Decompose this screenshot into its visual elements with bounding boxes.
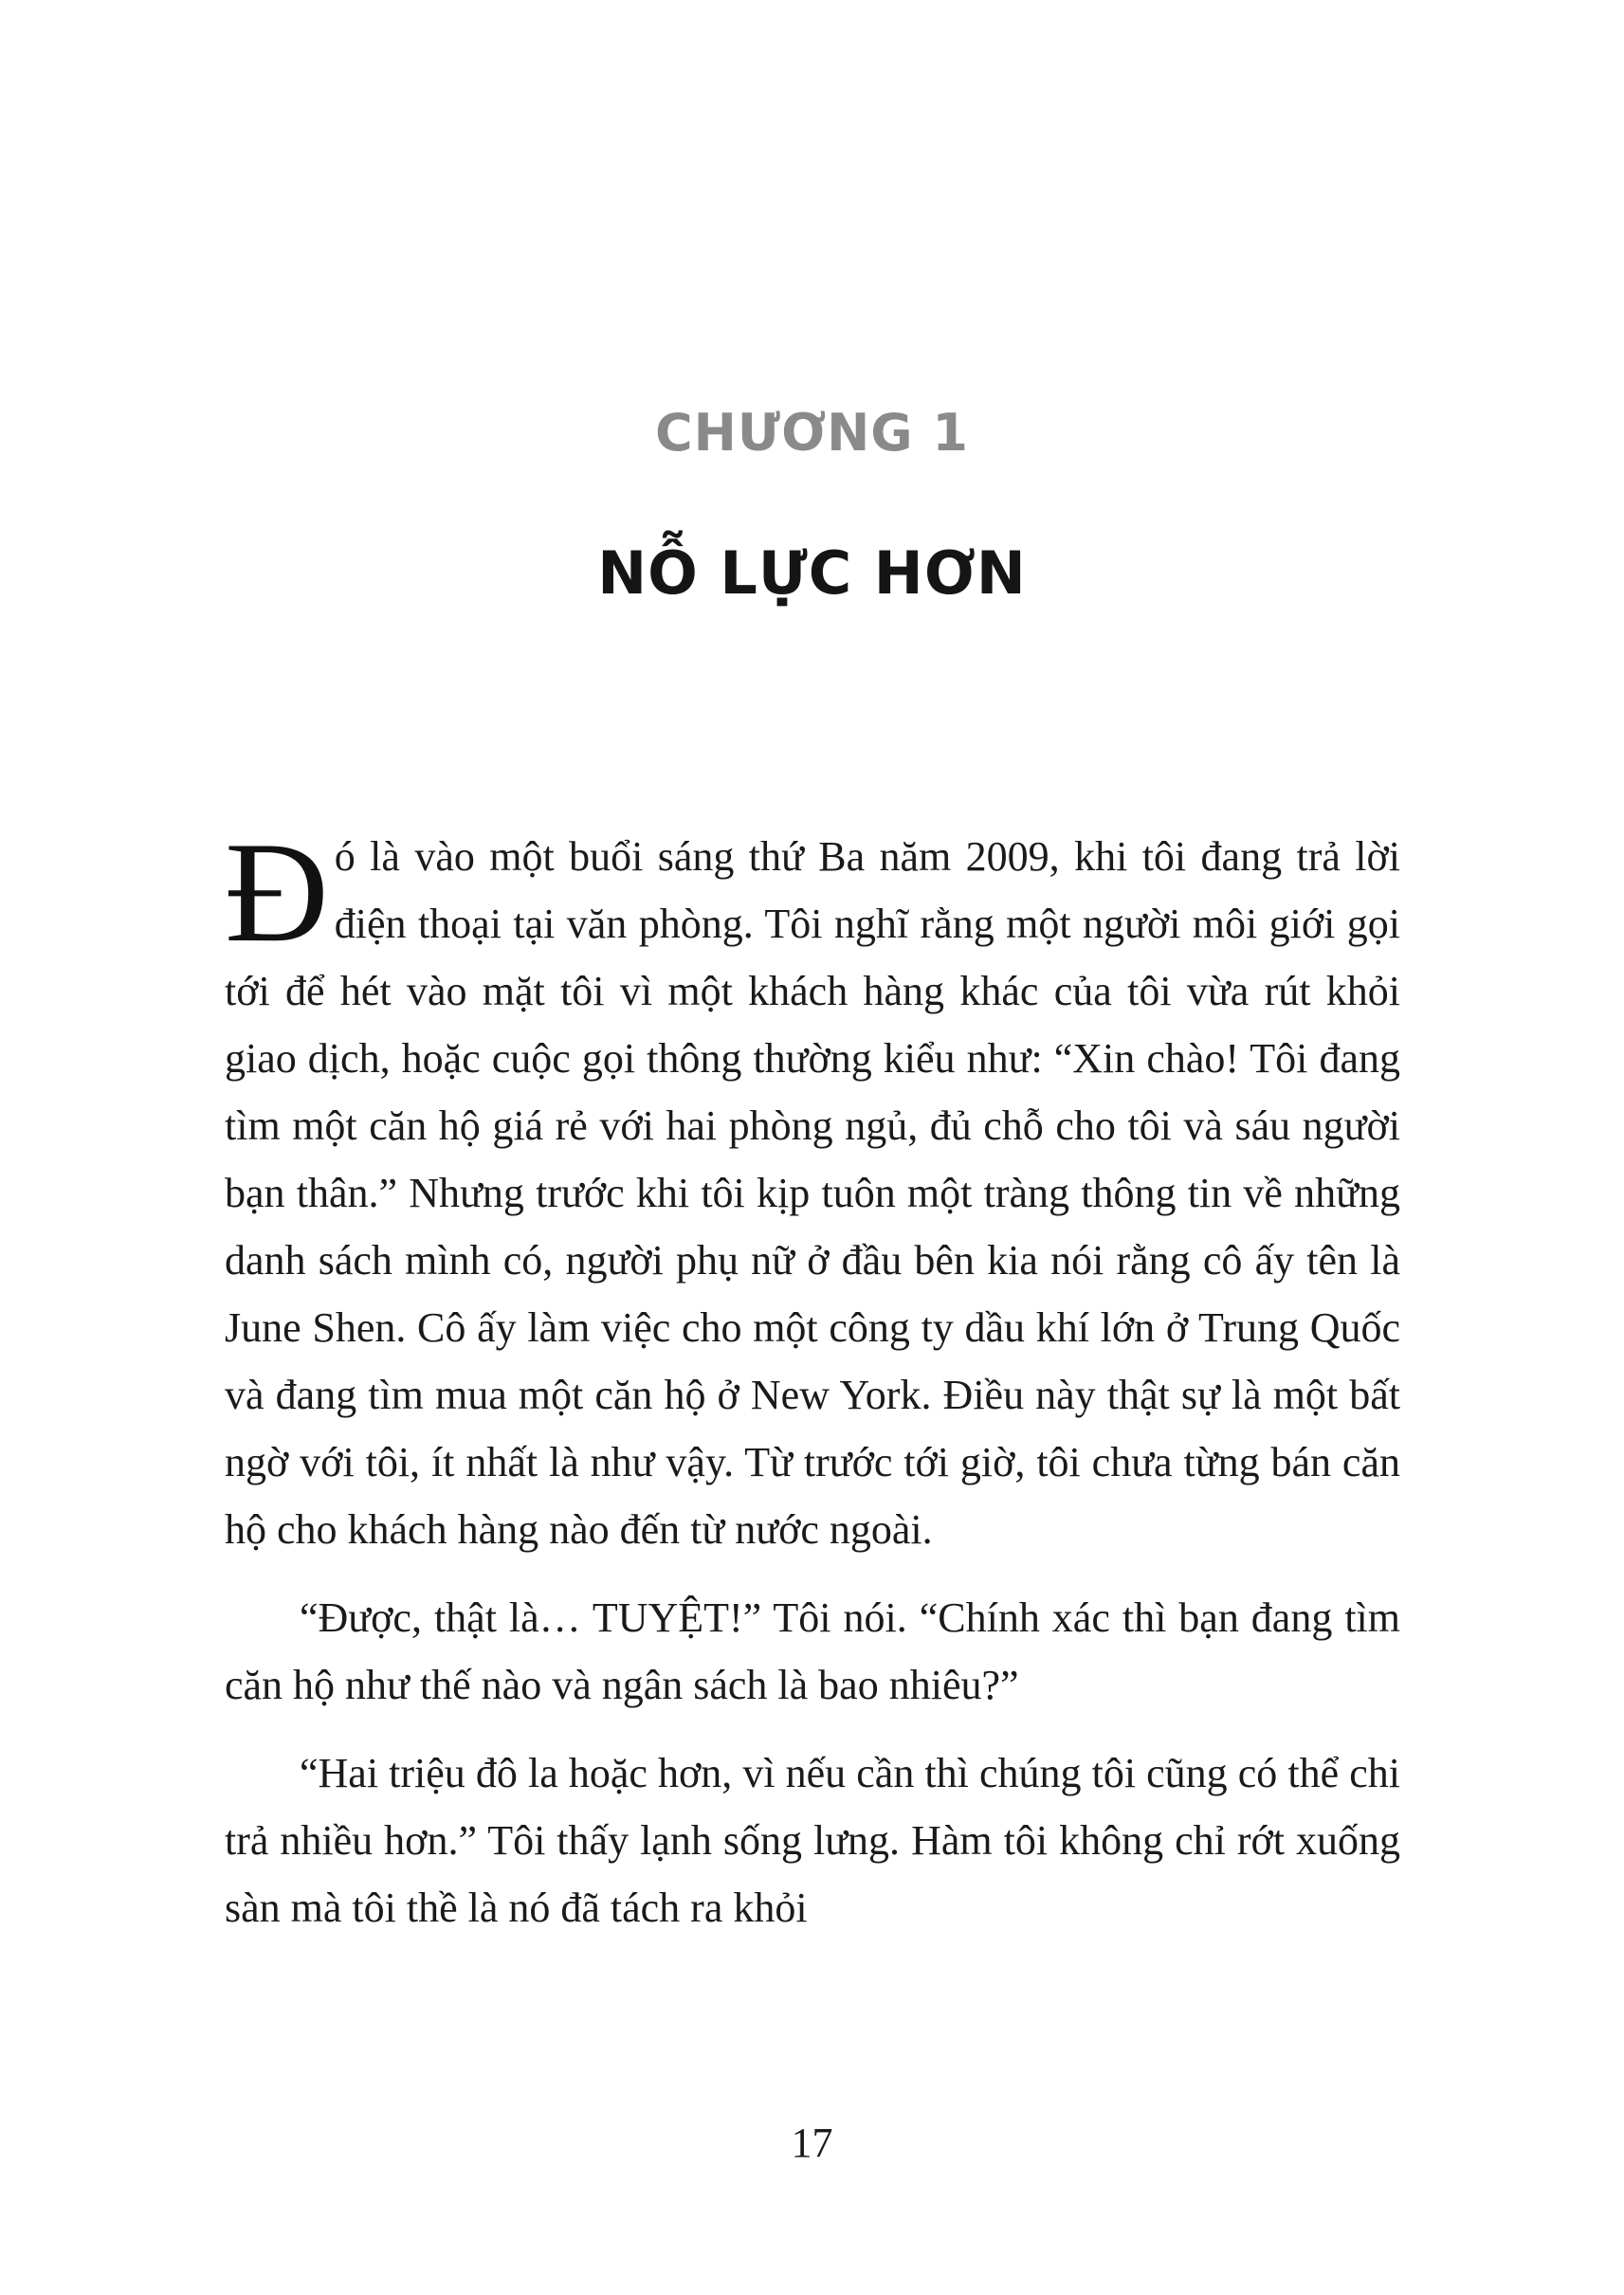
chapter-title: NỖ LỰC HƠN xyxy=(597,538,1027,608)
chapter-label: CHƯƠNG 1 xyxy=(655,403,969,463)
body-text xyxy=(225,812,1400,1941)
paragraph-2: “Được, thật là… TUYỆT!” Tôi nói. “Chính xác thì bạn đang tìm căn hộ như thế nào và ngân sách là bao nhiêu?” xyxy=(225,1594,1400,1708)
paragraph-3: “Hai triệu đô la hoặc hơn, vì nếu cần thì chúng tôi cũng có thể chi trả nhiều hơn.” Tôi thấy lạnh sống lưng. Hàm tôi không chỉ rớt xuống sàn mà tôi thề là nó đã tách ra khỏi xyxy=(225,1750,1400,1931)
paragraph-1 xyxy=(225,812,1400,1563)
paragraph-1-text: ó là vào một buổi sáng thứ Ba năm 2009, khi tôi đang trả lời điện thoại tại văn phòng. Tôi nghĩ rằng một người môi giới gọi tới để hét vào mặt tôi vì một khách hàng khác của tôi vừa rút khỏi giao dịch, hoặc cuộc gọi thông thường kiểu như: “Xin chào! Tôi đang tìm một căn hộ giá rẻ với hai phòng ngủ, đủ chỗ cho tôi và sáu người bạn thân.” Nhưng trước khi tôi kịp tuôn một tràng thông tin về những danh sách mình có, người phụ nữ ở đầu bên kia nói rằng cô ấy tên là June Shen. Cô ấy làm việc cho một công ty dầu khí lớn ở Trung Quốc và đang tìm mua một căn hộ ở New York. Điều này thật sự là một bất ngờ với tôi, ít nhất là như vậy. Từ trước tới giờ, tôi chưa từng bán căn hộ cho khách hàng nào đến từ nước ngoài. xyxy=(225,833,1400,1553)
page-number: 17 xyxy=(791,2120,833,2166)
drop-cap: Đ xyxy=(225,812,329,972)
